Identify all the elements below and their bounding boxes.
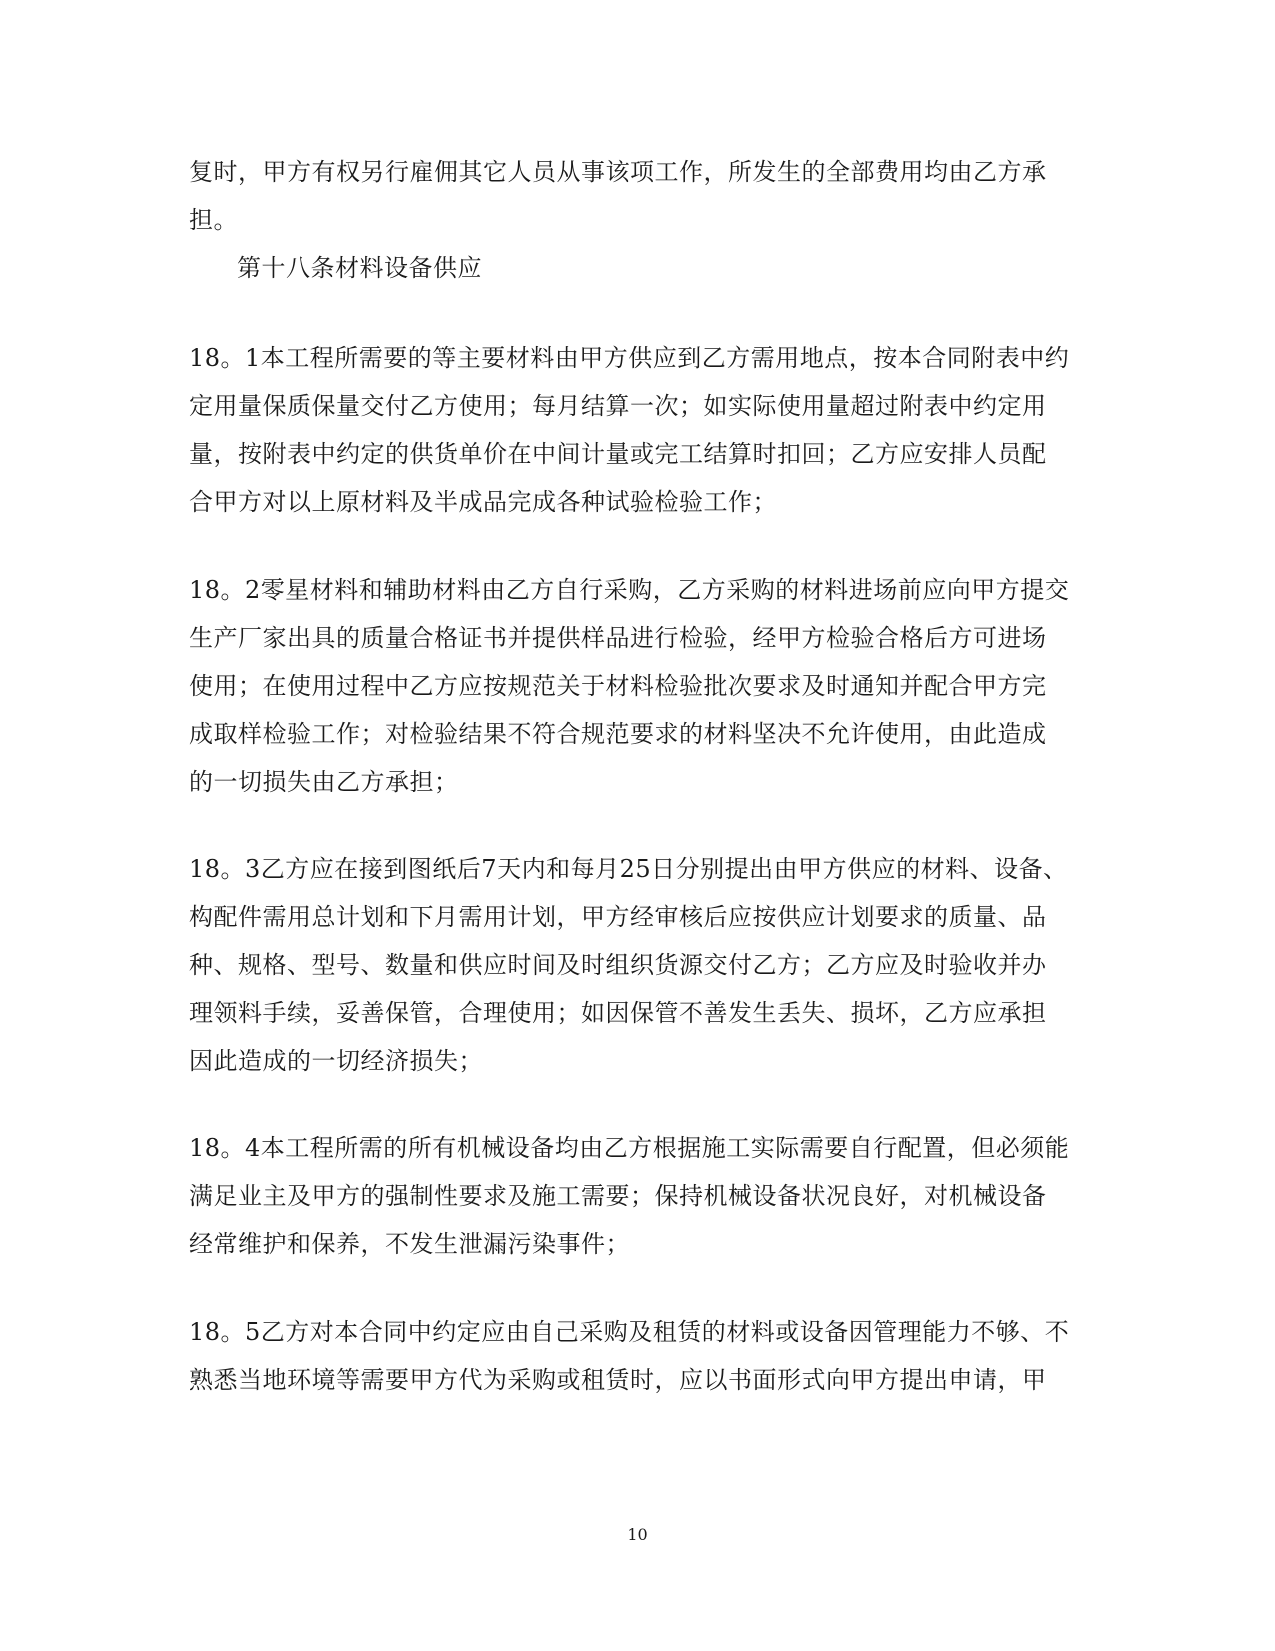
- paragraph-line: 合甲方对以上原材料及半成品完成各种试验检验工作；: [189, 488, 777, 516]
- paragraph-line: 18。3乙方应在接到图纸后7天内和每月25日分别提出由甲方供应的材料、设备、: [189, 855, 1068, 883]
- paragraph-line: 量，按附表中约定的供货单价在中间计量或完工结算时扣回；乙方应安排人员配: [189, 440, 1047, 468]
- paragraph-line: 经常维护和保养，不发生泄漏污染事件；: [189, 1230, 630, 1258]
- page-number: 10: [627, 1525, 648, 1544]
- paragraph-line: 熟悉当地环境等需要甲方代为采购或租赁时，应以书面形式向甲方提出申请，甲: [189, 1366, 1047, 1394]
- clause-18-3: [189, 845, 1079, 1085]
- paragraph-line: 成取样检验工作；对检验结果不符合规范要求的材料坚决不允许使用，由此造成: [189, 720, 1047, 748]
- clause-18-1: [189, 334, 1079, 526]
- paragraph-line: 使用；在使用过程中乙方应按规范关于材料检验批次要求及时通知并配合甲方完: [189, 672, 1047, 700]
- heading-text: 第十八条材料设备供应: [237, 254, 482, 282]
- paragraph-line: 因此造成的一切经济损失；: [189, 1047, 483, 1075]
- paragraph-line: 生产厂家出具的质量合格证书并提供样品进行检验，经甲方检验合格后方可进场: [189, 624, 1047, 652]
- paragraph-line: 满足业主及甲方的强制性要求及施工需要；保持机械设备状况良好，对机械设备: [189, 1182, 1047, 1210]
- paragraph-line: 18。4本工程所需的所有机械设备均由乙方根据施工实际需要自行配置，但必须能: [189, 1134, 1070, 1162]
- paragraph-line: 理领料手续，妥善保管，合理使用；如因保管不善发生丢失、损坏，乙方应承担: [189, 999, 1047, 1027]
- continuation-paragraph: [189, 148, 1079, 244]
- clause-18-5: [189, 1308, 1079, 1404]
- section-heading: [189, 244, 1079, 292]
- paragraph-line: 18。5乙方对本合同中约定应由自己采购及租赁的材料或设备因管理能力不够、不: [189, 1318, 1070, 1346]
- paragraph-line: 担。: [189, 206, 238, 234]
- paragraph-line: 构配件需用总计划和下月需用计划，甲方经审核后应按供应计划要求的质量、品: [189, 903, 1047, 931]
- paragraph-line: 定用量保质保量交付乙方使用；每月结算一次；如实际使用量超过附表中约定用: [189, 392, 1047, 420]
- paragraph-line: 种、规格、型号、数量和供应时间及时组织货源交付乙方；乙方应及时验收并办: [189, 951, 1047, 979]
- clause-18-2: [189, 566, 1079, 806]
- paragraph-line: 的一切损失由乙方承担；: [189, 768, 459, 796]
- paragraph-line: 复时，甲方有权另行雇佣其它人员从事该项工作，所发生的全部费用均由乙方承: [189, 158, 1047, 186]
- clause-18-4: [189, 1124, 1079, 1268]
- paragraph-line: 18。2零星材料和辅助材料由乙方自行采购，乙方采购的材料进场前应向甲方提交: [189, 576, 1070, 604]
- paragraph-line: 18。1本工程所需要的等主要材料由甲方供应到乙方需用地点，按本合同附表中约: [189, 344, 1070, 372]
